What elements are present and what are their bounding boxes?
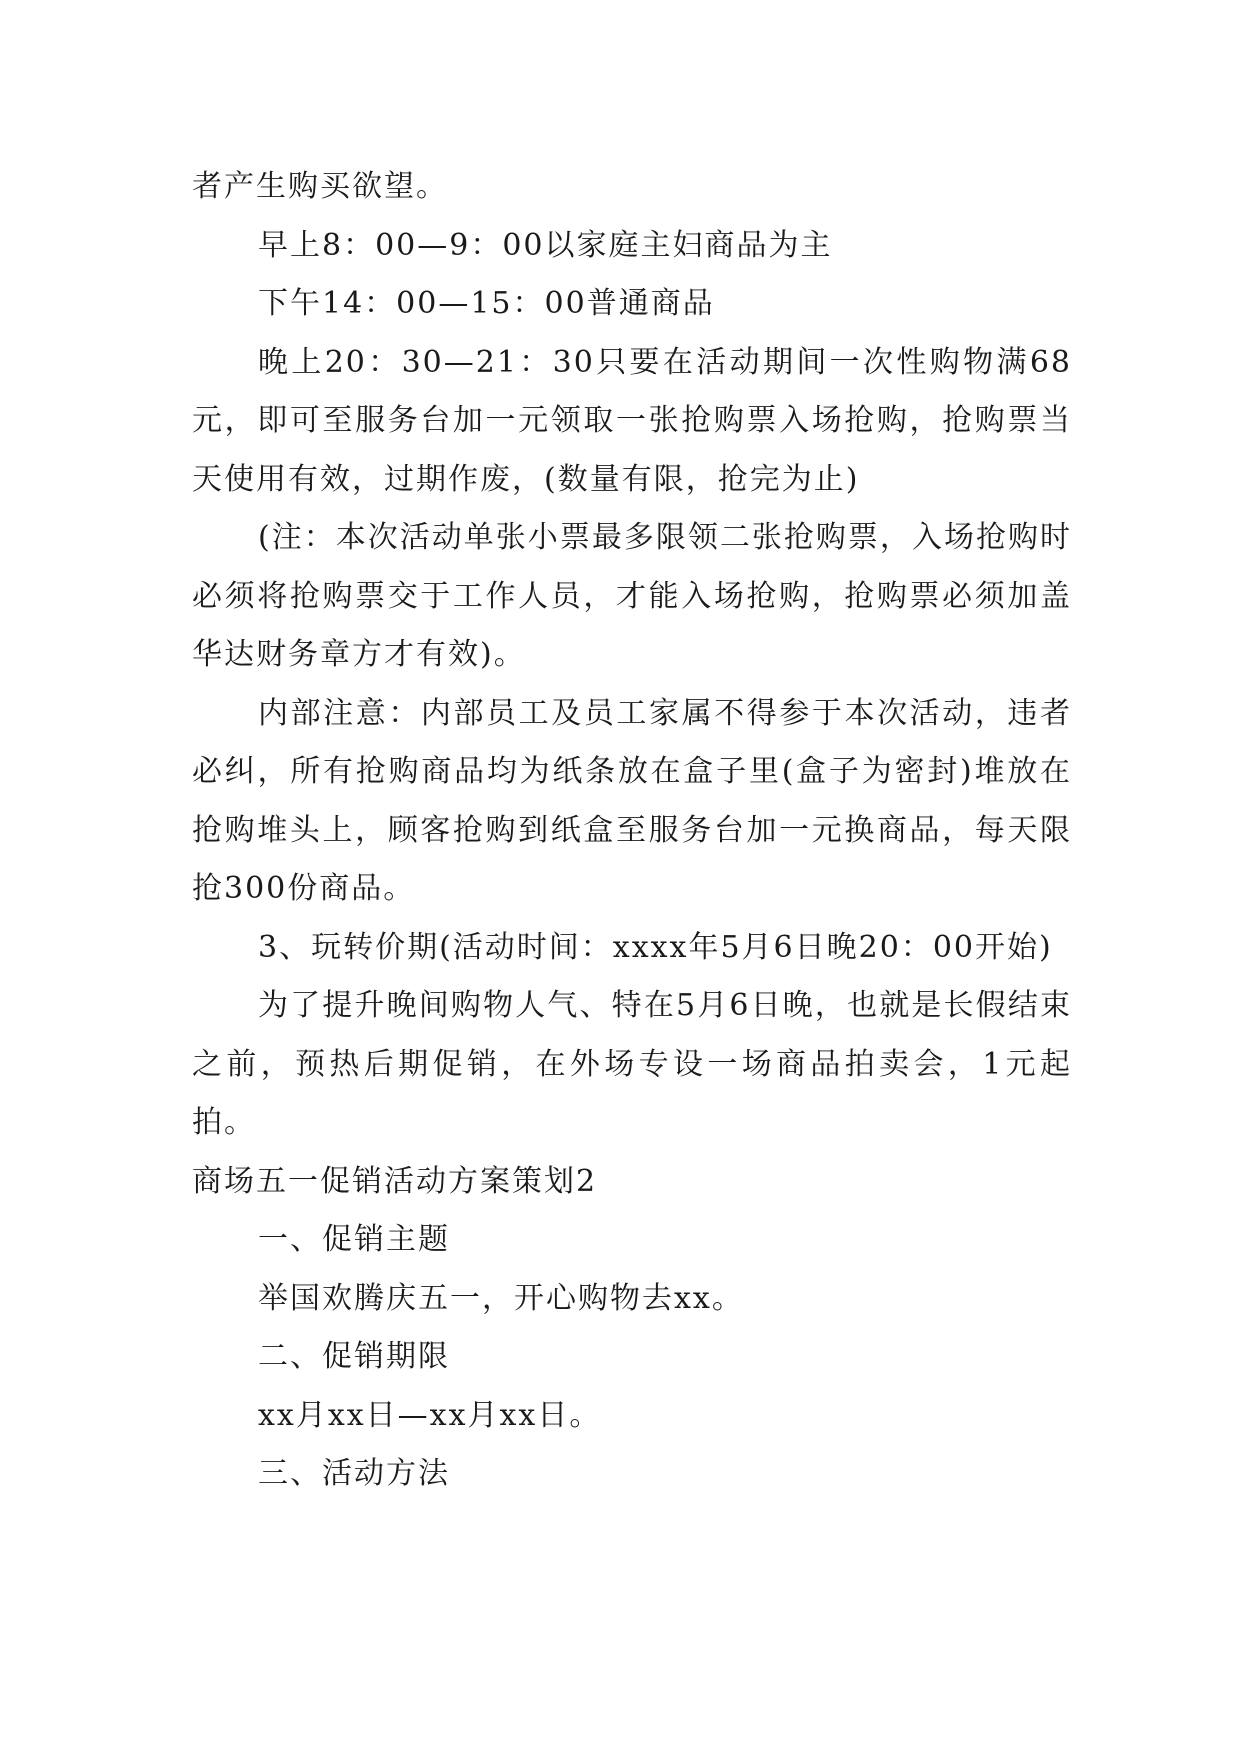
heading-promo-period: 二、促销期限	[258, 1339, 450, 1374]
paragraph-evening-schedule: 晚上20：30—21：30只要在活动期间一次性购物满68元，即可至服务台加一元领取一张抢购票入场抢购，抢购票当天使用有效，过期作废，(数量有限，抢完为止)	[192, 344, 1072, 497]
document-body	[192, 158, 1072, 1504]
heading-promo-theme: 一、促销主题	[258, 1222, 450, 1257]
paragraph-morning-schedule: 早上8：00—9：00以家庭主妇商品为主	[258, 227, 833, 263]
paragraph-auction: 为了提升晚间购物人气、特在5月6日晚，也就是长假结束之前，预热后期促销，在外场专设一场商品拍卖会，1元起拍。	[192, 988, 1072, 1140]
paragraph-internal-notice: 内部注意：内部员工及员工家属不得参于本次活动，违者必纠，所有抢购商品均为纸条放在盒子里(盒子为密封)堆放在抢购堆头上，顾客抢购到纸盒至服务台加一元换商品，每天限抢300份商品。	[192, 695, 1072, 906]
paragraph-promo-period: xx月xx日—xx月xx日。	[258, 1397, 602, 1433]
paragraph-note: (注：本次活动单张小票最多限领二张抢购票，入场抢购时必须将抢购票交于工作人员，才能入场抢购，抢购票必须加盖华达财务章方才有效)。	[192, 520, 1072, 672]
paragraph-promo-theme: 举国欢腾庆五一，开心购物去xx。	[258, 1280, 744, 1316]
paragraph-section-3: 3、玩转价期(活动时间：xxxx年5月6日晚20：00开始)	[258, 929, 1053, 965]
paragraph-1: 者产生购买欲望。	[192, 169, 448, 204]
paragraph-afternoon-schedule: 下午14：00—15：00普通商品	[258, 286, 715, 321]
document-heading-2: 商场五一促销活动方案策划2	[192, 1163, 598, 1199]
heading-activity-method: 三、活动方法	[258, 1456, 450, 1491]
